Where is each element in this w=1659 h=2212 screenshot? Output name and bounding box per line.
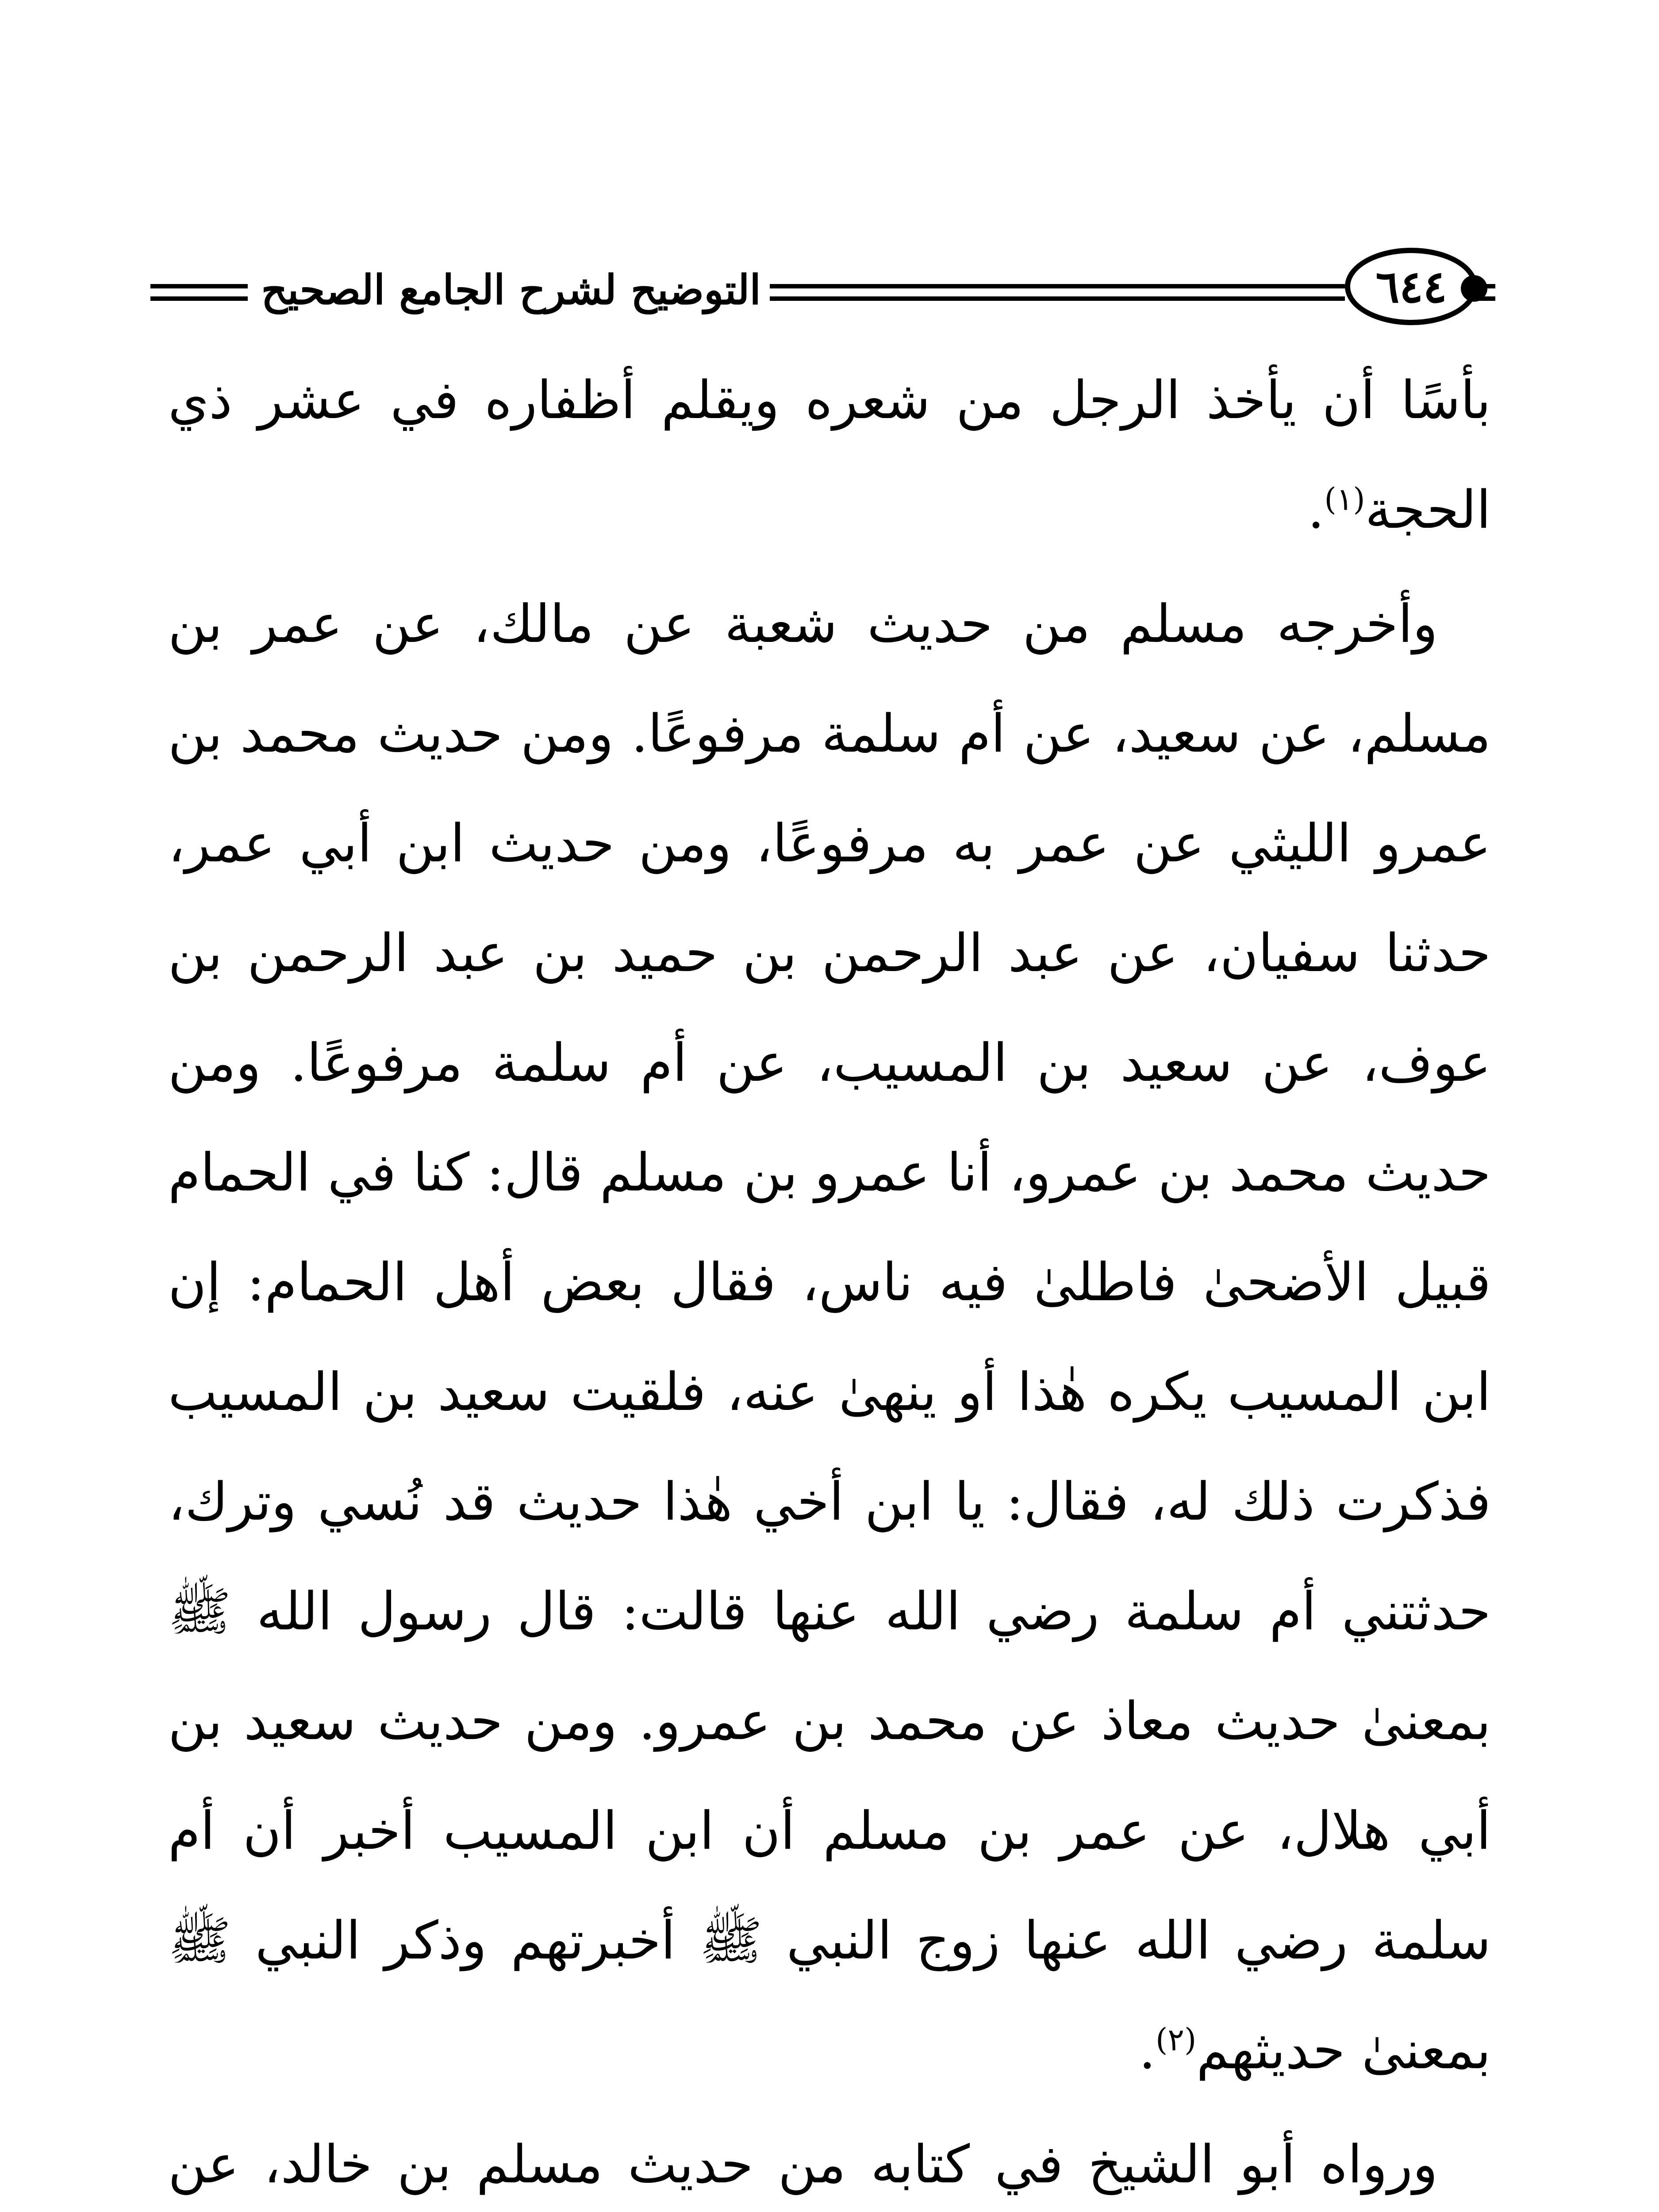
paragraph-3: ورواه أبو الشيخ في كتابه من حديث مسلم بن خالد، عن [168,2134,1438,2195]
footnote-ref-2: (٢) [1156,2021,1197,2058]
main-text [168,345,1491,2212]
paragraph-1: بأسًا أن يأخذ الرجل من شعره ويقلم أظفاره في عشر ذي الحجة$^{(١)}$. [168,369,1491,540]
paragraph-2: وأخرجه مسلم من حديث شعبة عن مالك، عن عمر بن مسلم، عن سعيد، عن أم سلمة مرفوعًا. ومن حديث محمد بن عمرو الليثي عن عمر به مرفوعًا، ومن حديث ابن أبي عمر، حدثنا سفيان، عن عبد الرحمن بن حميد بن عبد الرحمن بن عوف، عن سعيد بن المسيب، عن أم سلمة مرفوعًا. ومن حديث محمد بن عمرو، أنا عمرو بن مسلم قال: كنا في الحمام قبيل الأضحىٰ فاطلىٰ فيه ناس، فقال بعض أهل الحمام: إن ابن المسيب يكره هٰذا أو ينهىٰ عنه، فلقيت سعيد بن المسيب فذكرت ذلك له، فقال: يا ابن أخي هٰذا حديث قد نُسي وترك، حدثتني أم سلمة رضي الله عنها قالت: قال رسول الله ﷺ بمعنىٰ حديث معاذ عن محمد بن عمرو. ومن حديث سعيد بن أبي هلال، عن عمر بن مسلم أن ابن المسيب أخبر أن أم سلمة رضي الله عنها زوج النبي ﷺ أخبرتهم وذكر النبي ﷺ بمعنىٰ حديثهم$^{(٢)}$. [168,593,1491,2081]
header-rule-middle [770,284,1345,288]
page-header [150,248,1495,332]
running-title: التوضيح لشرح الجامع الصحيح [261,266,761,314]
header-rule-right [1473,284,1495,288]
page-number-ornament [1345,248,1478,325]
page-number: ٦٤٤ [1375,260,1447,313]
footnote-ref-1: (١) [1324,481,1365,518]
header-rule-left [150,284,248,288]
